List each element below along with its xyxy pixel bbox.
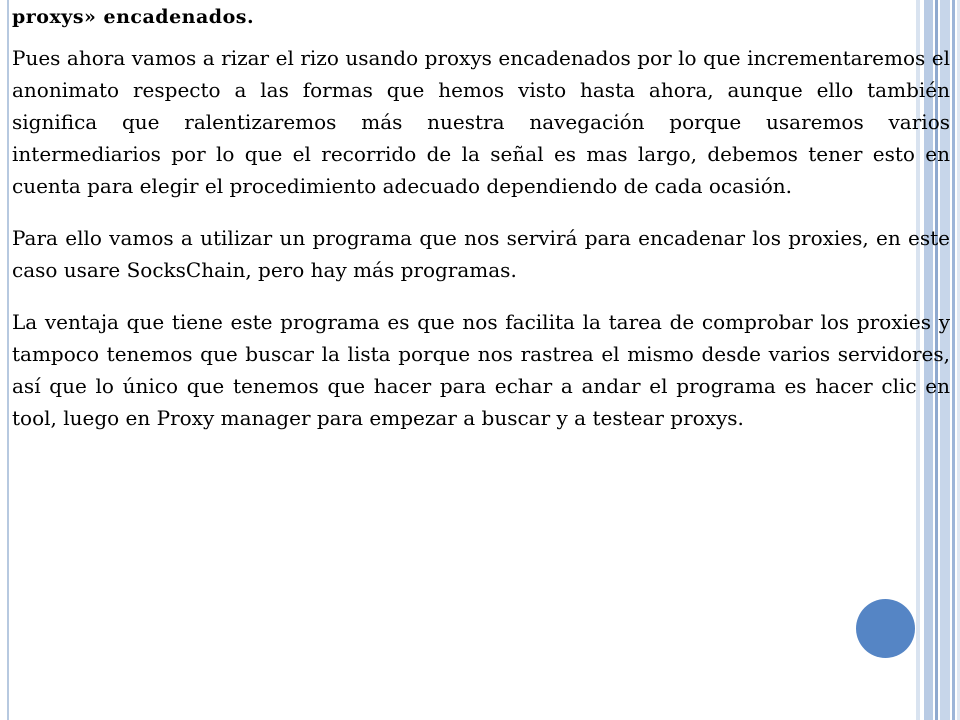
slide-content xyxy=(12,4,950,454)
paragraph-program: Para ello vamos a utilizar un programa que nos servirá para encadenar los proxies, en este caso usare SocksChain, pero hay más programas. xyxy=(12,226,950,282)
paragraph-advantage: La ventaja que tiene este programa es que nos facilita la tarea de comprobar los proxies y tampoco tenemos que buscar la lista porque nos rastrea el mismo desde varios servidores, así que lo único que tenemos que hacer para echar a andar el programa es hacer clic en tool, luego en Proxy manager para empezar a buscar y a testear proxys. xyxy=(12,310,950,430)
stripe-5 xyxy=(952,0,955,720)
decorative-circle xyxy=(856,599,915,658)
paragraph-intro: Pues ahora vamos a rizar el rizo usando proxys encadenados por lo que incrementaremos el anonimato respecto a las formas que hemos visto hasta ahora, aunque ello también significa que ralentizaremos más nuestra navegación porque usaremos varios intermediarios por lo que el recorrido de la señal es mas largo, debemos tener esto en cuenta para elegir el procedimiento adecuado dependiendo de cada ocasión. xyxy=(12,46,950,198)
left-rule-line xyxy=(7,0,9,720)
slide-heading: proxys» encadenados. xyxy=(12,6,255,28)
